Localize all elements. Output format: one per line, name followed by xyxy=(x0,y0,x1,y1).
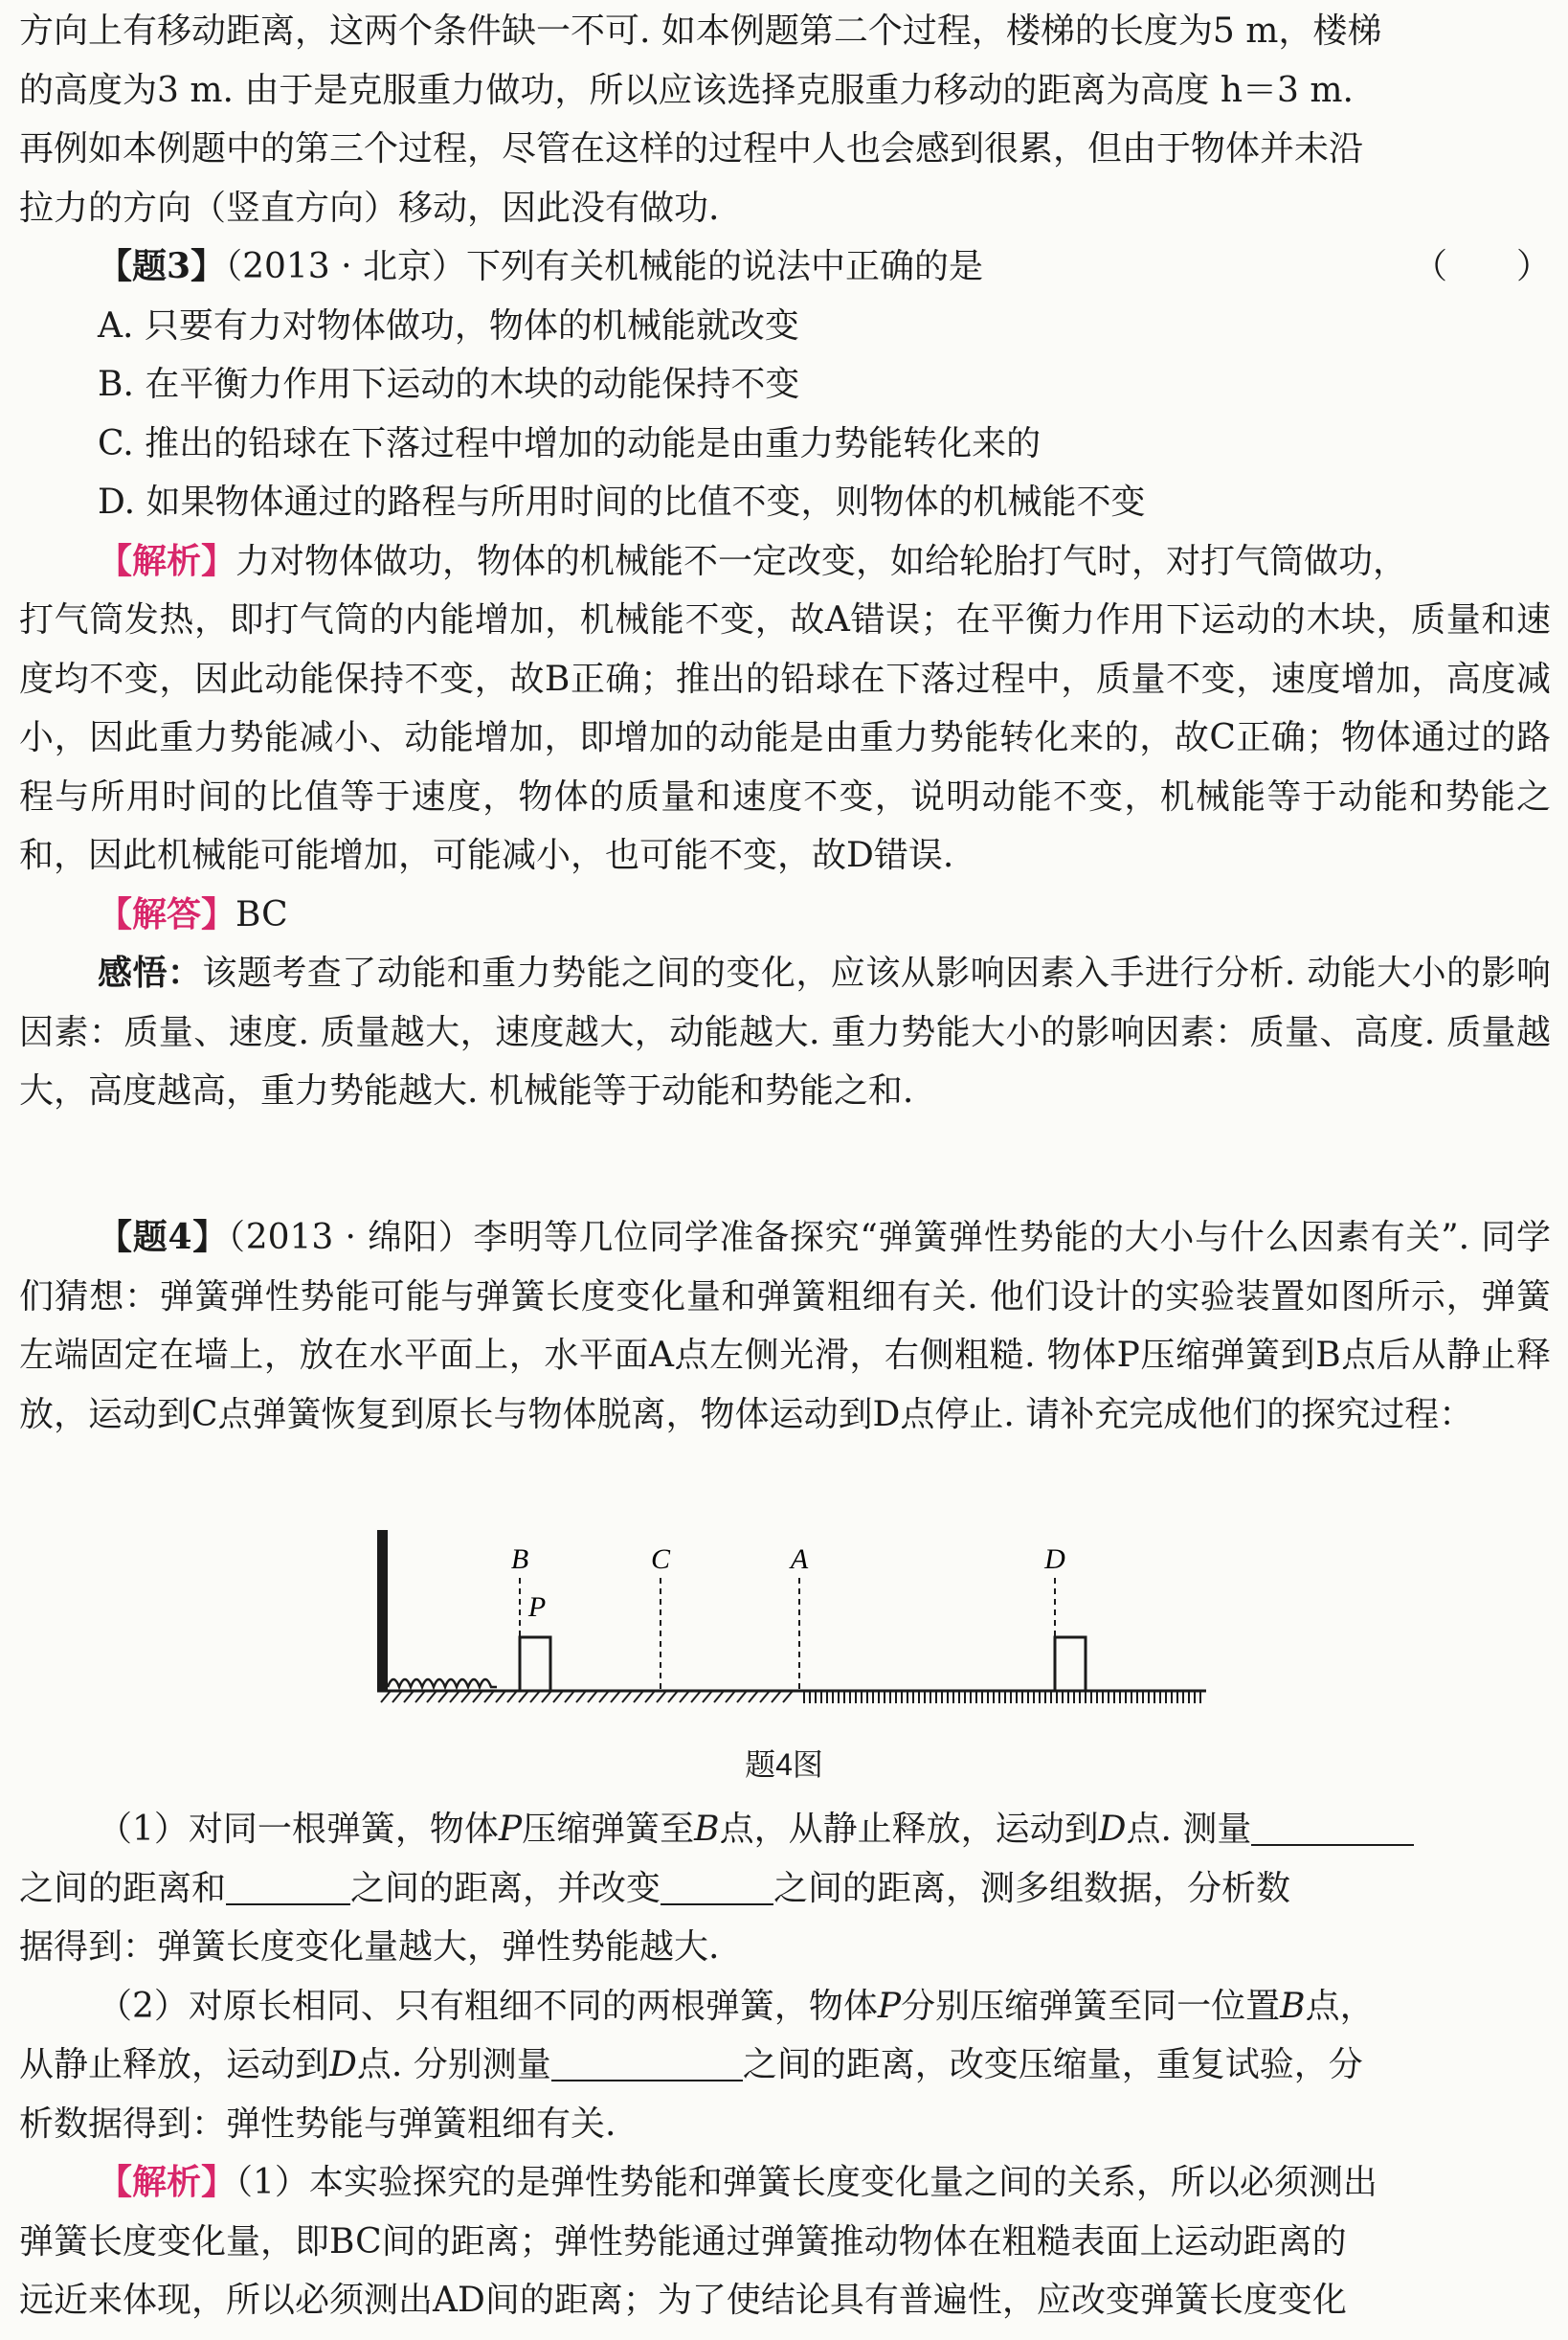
intro-line-2: 的高度为3 m. 由于是克服重力做功，所以应该选择克服重力移动的距离为高度 h＝3 m. xyxy=(19,70,1354,110)
q4-subquestions xyxy=(19,1800,1551,2330)
rough-surface xyxy=(804,1691,1200,1703)
q4-part2-p: P xyxy=(877,1986,902,2026)
label-c: C xyxy=(650,1543,671,1575)
q4-part1-text-b: 压缩弹簧至 xyxy=(522,1810,695,1849)
question-3 xyxy=(19,237,1551,1121)
intro-line-4: 拉力的方向（竖直方向）移动，因此没有做功. xyxy=(19,188,720,228)
q4-part2-text-b: 分别压缩弹簧至同一位置 xyxy=(901,1986,1281,2026)
question-4 xyxy=(19,1208,1551,1444)
q4-part1-line1 xyxy=(19,1800,1551,1859)
label-b: B xyxy=(510,1543,529,1575)
blank-4[interactable] xyxy=(551,2041,743,2081)
q4-analysis-line3: 远近来体现，所以必须测出AD间的距离；为了使结论具有普遍性，应改变弹簧长度变化 xyxy=(19,2281,1347,2320)
q3-tag: 【题3】 xyxy=(98,246,226,286)
q4-part1-text-d: 点. 测量 xyxy=(1126,1810,1252,1849)
spring xyxy=(388,1679,497,1687)
q4-part1-text-c: 点，从静止释放，运动到 xyxy=(719,1810,1099,1849)
q4-analysis-line2: 弹簧长度变化量，即BC间的距离；弹性势能通过弹簧推动物体在粗糙表面上运动距离的 xyxy=(19,2221,1347,2261)
q4-part1-text-f: 之间的距离，并改变 xyxy=(350,1868,661,1908)
q4-figure xyxy=(364,1520,1225,1712)
q3-stem-line xyxy=(19,237,1551,297)
smooth-surface xyxy=(381,1691,793,1702)
q4-part1-text-a: （1）对同一根弹簧，物体 xyxy=(98,1810,499,1849)
blank-1[interactable] xyxy=(1251,1806,1414,1846)
q3-stem: （2013 · 北京）下列有关机械能的说法中正确的是 xyxy=(225,247,984,286)
q3-option-b: B. 在平衡力作用下运动的木块的动能保持不变 xyxy=(98,365,800,404)
q3-answer-text: BC xyxy=(235,894,288,934)
q4-part1-b: B xyxy=(694,1810,720,1849)
q3-option-a: A. 只要有力对物体做功，物体的机械能就改变 xyxy=(98,305,799,346)
q4-part1-line3: 据得到：弹簧长度变化量越大，弹性势能越大. xyxy=(19,1927,720,1967)
q3-analysis-first xyxy=(19,532,1551,592)
intro-paragraph xyxy=(19,2,1551,237)
block-p xyxy=(520,1637,550,1691)
q3-insight xyxy=(19,944,1551,1121)
q3-answer-tag: 【解答】 xyxy=(98,893,236,934)
q4-part2-text-a: （2）对原长相同、只有粗细不同的两根弹簧，物体 xyxy=(98,1986,878,2026)
q3-answer xyxy=(19,886,1551,945)
q3-option-c: C. 推出的铅球在下落过程中增加的动能是由重力势能转化来的 xyxy=(98,423,1042,463)
blank-3[interactable] xyxy=(661,1865,773,1905)
q3-option-d: D. 如果物体通过的路程与所用时间的比值不变，则物体的机械能不变 xyxy=(98,483,1146,522)
intro-line-1: 方向上有移动距离，这两个条件缺一不可. 如本例题第二个过程，楼梯的长度为5 m，楼梯 xyxy=(19,11,1382,51)
q4-part2-b: B xyxy=(1280,1986,1306,2026)
q4-part2-d: D xyxy=(329,2045,357,2084)
q3-analysis-rest: 打气筒发热，即打气筒的内能增加，机械能不变，故A错误；在平衡力作用下运动的木块，质量和速度均不变，因此动能保持不变，故B正确；推出的铅球在下落过程中，质量不变，速度增加，高度减小，因此重力势能减小、动能增加，即增加的动能是由重力势能转化来的，故C正确；物体通过的路程与所用时间的比值等于速度，物体的质量和速度不变，说明动能不变，机械能等于动能和势能之和，因此机械能可能增加，可能减小，也可能不变，故D错误. xyxy=(19,600,1551,875)
q4-part2-text-c: 点， xyxy=(1305,1986,1375,2026)
q4-part1-text-e: 之间的距离和 xyxy=(19,1868,227,1908)
figure-caption: 题4图 xyxy=(745,1747,823,1782)
label-p: P xyxy=(527,1591,547,1623)
q4-analysis-tag: 【解析】 xyxy=(98,2162,236,2202)
intro-line-3: 再例如本例题中的第三个过程，尽管在这样的过程中人也会感到很累，但由于物体并未沿 xyxy=(19,129,1364,169)
q4-part1-p: P xyxy=(498,1810,523,1849)
q4-analysis-line1 xyxy=(19,2153,1551,2213)
blank-2[interactable] xyxy=(226,1865,350,1905)
q4-part1-line2 xyxy=(19,1859,1551,1919)
q3-analysis-text: 力对物体做功，物体的机械能不一定改变，如给轮胎打气时，对打气筒做功， xyxy=(235,541,1408,581)
q3-answer-paren: （ ） xyxy=(1412,247,1551,286)
wall xyxy=(377,1530,388,1691)
label-a: A xyxy=(790,1543,809,1575)
q4-part2-line1 xyxy=(19,1977,1551,2036)
label-d: D xyxy=(1044,1543,1065,1575)
q4-tag: 【题4】 xyxy=(98,1217,228,1257)
q4-part2-line3: 析数据得到：弹性势能与弹簧粗细有关. xyxy=(19,2104,616,2144)
q4-part1-text-g: 之间的距离，测多组数据，分析数 xyxy=(773,1868,1291,1908)
block-at-d xyxy=(1055,1637,1086,1691)
q4-stem-text: （2013 · 绵阳）李明等几位同学准备探究“弹簧弹性势能的大小与什么因素有关”. 同学们猜想：弹簧弹性势能可能与弹簧长度变化量和弹簧粗细有关. 他们设计的实验装置如图所示，弹簧左端固定在墙上，放在水平面上，水平面A点左侧光滑，右侧粗糙. 物体P压缩弹簧到B点后从静止释放，运动到C点弹簧恢复到原长与物体脱离，物体运动到D点停止. 请补充完成他们的探究过程： xyxy=(19,1218,1551,1434)
q3-insight-label: 感悟： xyxy=(98,953,203,993)
q4-part2-text-e: 点. 分别测量 xyxy=(356,2045,551,2084)
q4-part1-d: D xyxy=(1098,1810,1127,1849)
q4-part2-text-f: 之间的距离，改变压缩量，重复试验，分 xyxy=(742,2045,1363,2084)
q3-insight-text: 该题考查了动能和重力势能之间的变化，应该从影响因素入手进行分析. 动能大小的影响因素：质量、速度. 质量越大，速度越大，动能越大. 重力势能大小的影响因素：质量、高度. 质量越大，高度越高，重力势能越大. 机械能等于动能和势能之和. xyxy=(19,954,1551,1111)
q4-part2-text-d: 从静止释放，运动到 xyxy=(19,2045,330,2084)
q4-part2-line2 xyxy=(19,2036,1551,2095)
q4-stem xyxy=(19,1208,1551,1444)
q4-analysis-text-1: （1）本实验探究的是弹性势能和弹簧长度变化量之间的关系，所以必须测出 xyxy=(235,2163,1378,2202)
q3-analysis-tag: 【解析】 xyxy=(98,540,236,581)
